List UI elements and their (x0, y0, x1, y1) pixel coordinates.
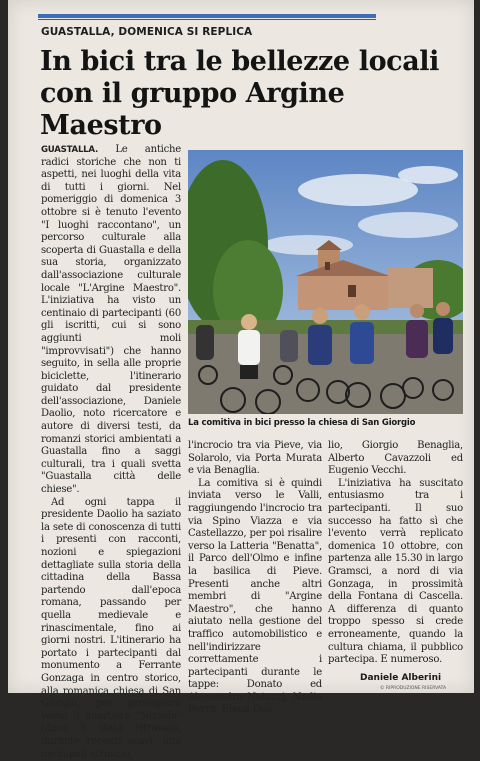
photo-caption: La comitiva in bici presso la chiesa di San Giorgio (188, 418, 416, 428)
article-photo (188, 150, 463, 414)
paragraph: La comitiva si è quindi inviata verso le Valli, raggiungendo l'incrocio tra via Spino Viazza e via Castellazzo, per poi risalire verso la Latteria "Benatta", il Parco dell'Olmo e infine la basilica di Pieve. Presenti anche altri membri di "Argine Maestro", che hanno aiutato nella gestione del traffico automobilistico e nell'indirizzare correttamente i partecipanti durante le tappe: Donato ed Alessandro Natuzzi, Nadia Berra, Elena Dao- (188, 477, 322, 716)
dateline: GUASTALLA. (41, 145, 98, 155)
section-divider (38, 19, 376, 20)
paragraph-text: Le antiche radici storiche che non ti aspetti, nei luoghi della vita di tutti i giorni. Nel pomeriggio di domenica 3 ottobre si è tenuto l'evento "I luoghi raccontano", un percorso culturale alla scoperta di Guastalla e della sua storia, organizzato dall'associazione culturale locale "L'Argine Maestro". L'iniziativa ha visto un centinaio di partecipanti (60 gli iscritti, cui si sono aggiunti moli "improvvisati") che hanno seguito, in sella alle proprie biciclette, l'itinerario guidato dal presidente dell'associazione, Daniele Daolio, noto ricercatore e autore di diversi testi, da romanzi storici ambientati a Guastalla fino a saggi culturali, tra i quali svetta "Guastalla città delle chiese". (41, 144, 181, 496)
paragraph (41, 144, 181, 497)
newspaper-page (8, 0, 474, 760)
paragraph: L'iniziativa ha suscitato entusiasmo tra i partecipanti. Il suo successo ha fatto sì che l'evento verrà replicato domenica 10 ottobre, con partenza alle 15.30 in largo Gramsci, a nord di via Gonzaga, in prossimità della Fontana di Cascella. A differenza di quanto troppo spesso si crede erroneamente, quando la cultura chiama, il pubblico partecipa. E numeroso. (328, 477, 463, 666)
copyright-notice: © RIPRODUZIONE RISERVATA (380, 686, 447, 691)
paragraph: lio, Giorgio Benaglia, Alberto Cavazzoli ed Eugenio Vecchi. (328, 440, 463, 477)
article-column-3 (328, 440, 463, 667)
paragraph: Ad ogni tappa il presidente Daolio ha saziato la sete di conoscenza di tutti i presenti con racconti, nozioni e spiegazioni dettagliate sulla storia della cittadina della Bassa partendo dall'epoca romana, passando per quella medievale e rinascimentale, fino ai giorni nostri. L'itinerario ha portato i partecipanti dal monumento a Ferrante Gonzaga in centro storico, alla romanica chiesa di San Giorgio, per proseguire verso il quartiere "Nizzola" (dove è stata ritrovata, durante recenti scavi, una necropoli etrusca), (41, 496, 181, 760)
byline: Daniele Alberini (360, 673, 442, 683)
paragraph: l'incrocio tra via Pieve, via Solarolo, via Porta Murata e via Benaglia. (188, 440, 322, 477)
headline-line-1: In bici tra le bellezze locali (40, 46, 440, 77)
article-column-2 (188, 440, 322, 717)
headline-line-2: con il gruppo Argine Maestro (40, 78, 345, 141)
section-accent-rule (38, 14, 376, 18)
headline (40, 46, 470, 142)
article-column-1 (41, 144, 181, 761)
kicker: GUASTALLA, DOMENICA SI REPLICA (41, 26, 253, 38)
